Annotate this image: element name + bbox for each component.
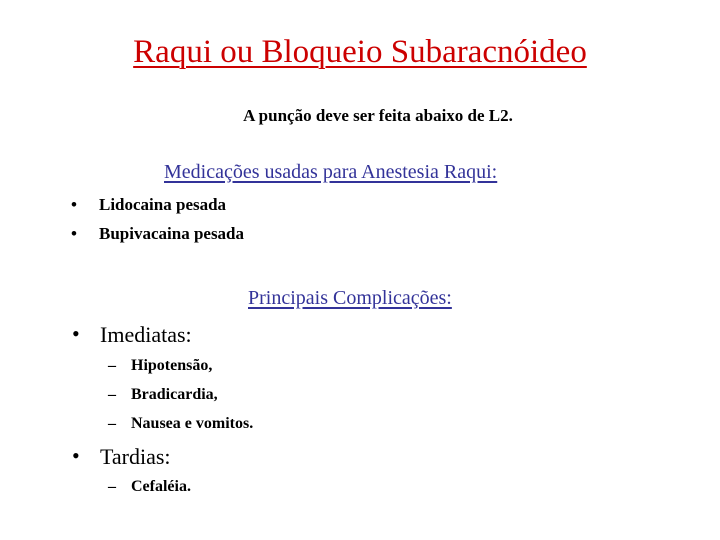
bullet-icon: • [72, 321, 80, 346]
list-item-complication [108, 478, 191, 496]
complication-label: Cefaléia. [131, 478, 191, 495]
complication-label: Hipotensão, [131, 357, 213, 374]
medication-label: Bupivacaina pesada [99, 224, 245, 243]
dash-icon: – [108, 478, 116, 495]
bullet-icon: • [72, 443, 80, 468]
list-item-medication [71, 224, 245, 244]
dash-icon: – [108, 415, 116, 432]
list-item-complication [108, 357, 213, 375]
slide-title: Raqui ou Bloqueio Subaracnóideo [133, 34, 587, 70]
list-item-medication [71, 195, 227, 215]
bullet-icon: • [71, 195, 77, 214]
complication-label: Nausea e vomitos. [131, 415, 254, 432]
complications-heading: Principais Complicações: [248, 287, 452, 309]
list-item-complication [108, 386, 218, 404]
dash-icon: – [108, 386, 116, 403]
dash-icon: – [108, 357, 116, 374]
list-item-complication [108, 415, 254, 433]
list-item-late [72, 443, 171, 470]
list-item-immediate [72, 321, 192, 348]
complication-label: Bradicardia, [131, 386, 218, 403]
medications-heading: Medicações usadas para Anestesia Raqui: [164, 161, 498, 183]
immediate-label: Imediatas: [100, 322, 192, 347]
bullet-icon: • [71, 224, 77, 243]
subtitle-note: A punção deve ser feita abaixo de L2. [243, 106, 513, 125]
medication-label: Lidocaina pesada [99, 195, 227, 214]
late-label: Tardias: [100, 444, 171, 469]
